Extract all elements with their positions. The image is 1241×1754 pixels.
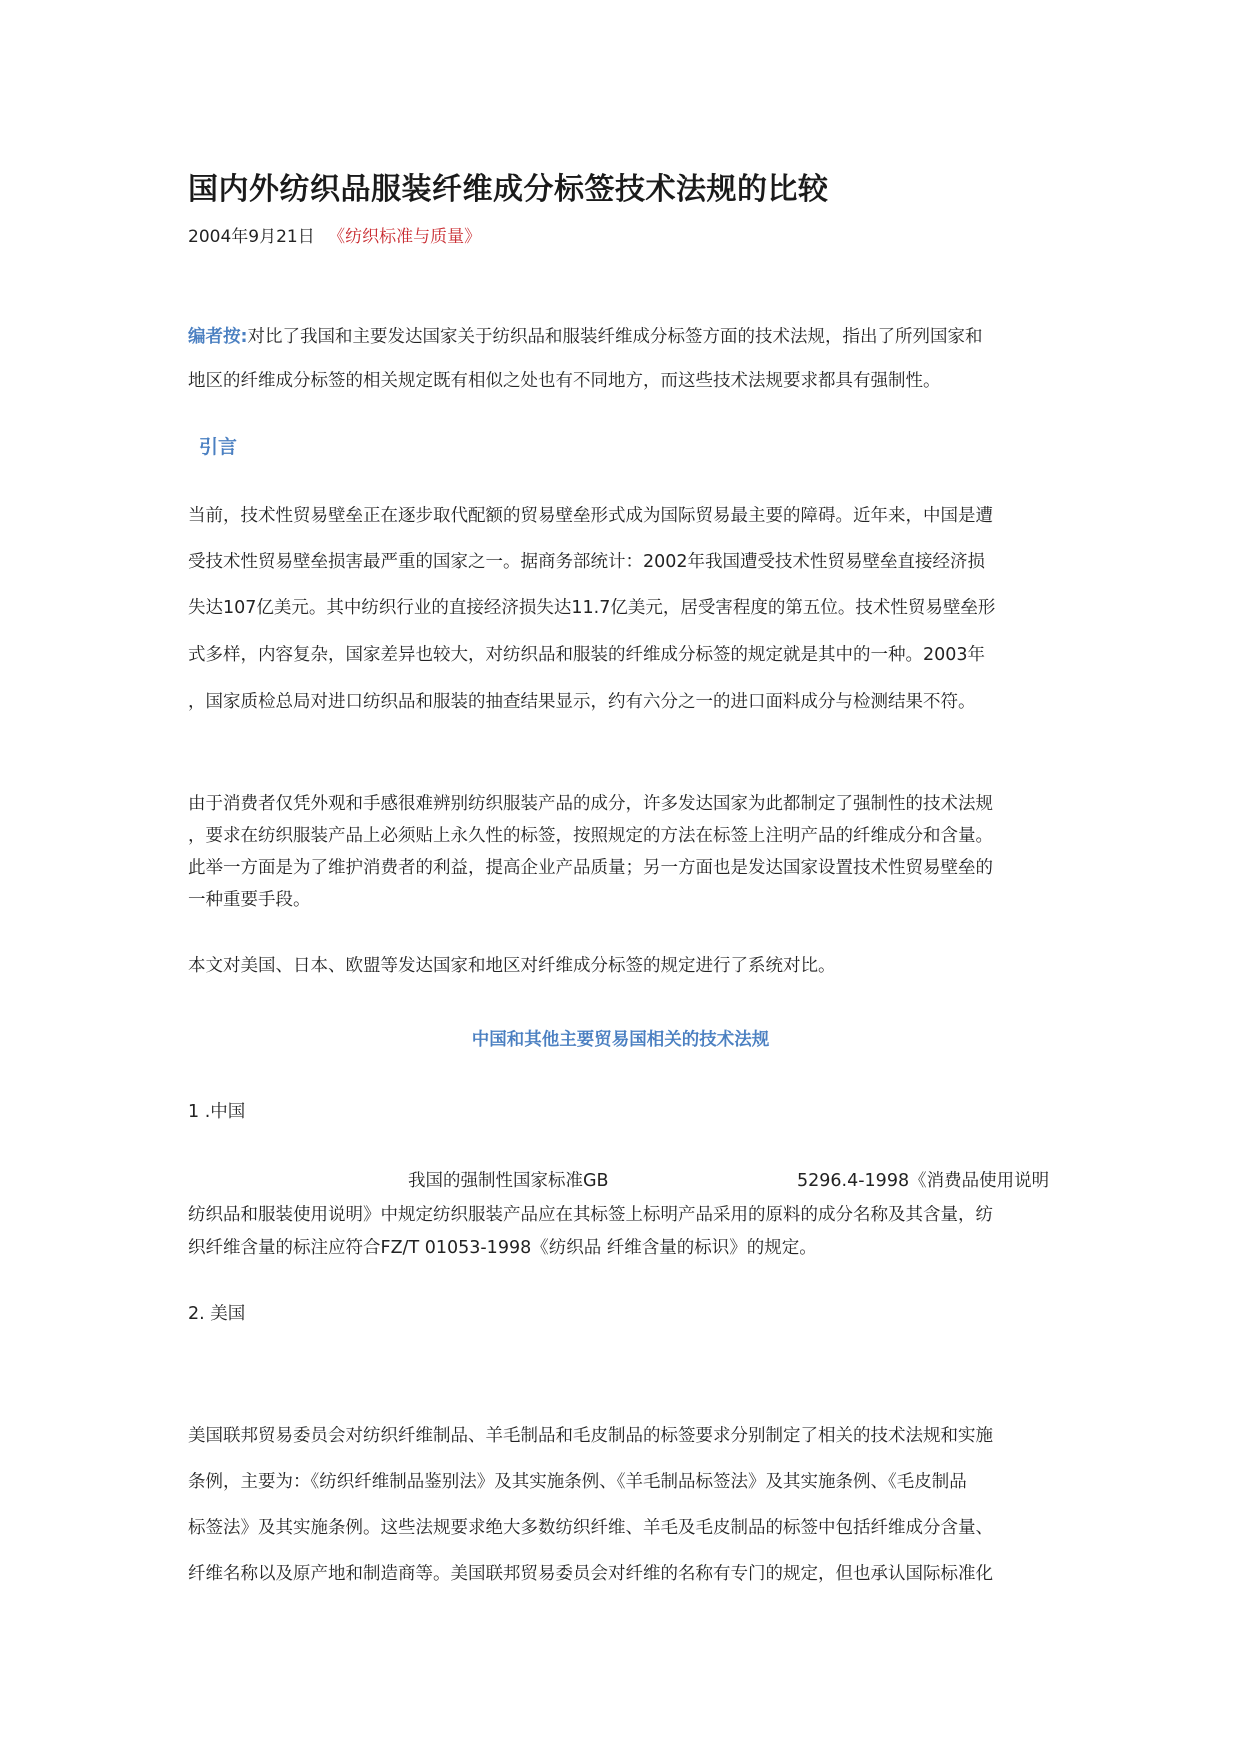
china-heading: 1 .中国 (188, 1102, 246, 1122)
para1-line: ，国家质检总局对进口纺织品和服装的抽查结果显示，约有六分之一的进口面料成分与检测结果不符。 (188, 692, 976, 712)
editor-note-label: 编者按: (188, 327, 248, 347)
para2-line: 一种重要手段。 (188, 890, 311, 910)
para2-line: 由于消费者仅凭外观和手感很难辨别纺织服装产品的成分，许多发达国家为此都制定了强制性的技术法规 (188, 794, 993, 814)
editor-note-line-1 (188, 323, 983, 348)
usa-line: 美国联邦贸易委员会对纺织纤维制品、羊毛制品和毛皮制品的标签要求分别制定了相关的技术法规和实施 (188, 1426, 993, 1446)
para1-line: 受技术性贸易壁垒损害最严重的国家之一。据商务部统计：2002年我国遭受技术性贸易壁垒直接经济损 (188, 552, 986, 572)
article-date: 2004年9月21日 (188, 227, 315, 247)
para2-line: 此举一方面是为了维护消费者的利益，提高企业产品质量；另一方面也是发达国家设置技术性贸易壁垒的 (188, 858, 993, 878)
editor-note-line-2: 地区的纤维成分标签的相关规定既有相似之处也有不同地方，而这些技术法规要求都具有强制性。 (188, 371, 941, 391)
editor-note-text: 对比了我国和主要发达国家关于纺织品和服装纤维成分标签方面的技术法规，指出了所列国家和 (247, 327, 983, 347)
article-meta (188, 222, 481, 247)
para3: 本文对美国、日本、欧盟等发达国家和地区对纤维成分标签的规定进行了系统对比。 (188, 956, 836, 976)
article-title: 国内外纺织品服装纤维成分标签技术法规的比较 (188, 172, 829, 207)
china-line-right: 5296.4-1998《消费品使用说明 (797, 1171, 1050, 1191)
china-line-left: 我国的强制性国家标准GB (408, 1171, 609, 1191)
usa-line: 条例，主要为：《纺织纤维制品鉴别法》及其实施条例、《羊毛制品标签法》及其实施条例、《毛皮制品 (188, 1472, 967, 1492)
para1-line: 失达107亿美元。其中纺织行业的直接经济损失达11.7亿美元，居受害程度的第五位。技术性贸易壁垒形 (188, 598, 996, 618)
para1-line: 式多样，内容复杂，国家差异也较大，对纺织品和服装的纤维成分标签的规定就是其中的一种。2003年 (188, 645, 986, 665)
china-line: 纺织品和服装使用说明》中规定纺织服装产品应在其标签上标明产品采用的原料的成分名称及其含量，纺 (188, 1205, 993, 1225)
china-line: 织纤维含量的标注应符合FZ/T 01053-1998《纺织品 纤维含量的标识》的规定。 (188, 1238, 817, 1258)
usa-line: 纤维名称以及原产地和制造商等。美国联邦贸易委员会对纤维的名称有专门的规定，但也承认国际标准化 (188, 1564, 993, 1584)
usa-line: 标签法》及其实施条例。这些法规要求绝大多数纺织纤维、羊毛及毛皮制品的标签中包括纤维成分含量、 (188, 1518, 993, 1538)
usa-heading: 2. 美国 (188, 1304, 246, 1324)
intro-heading: 引言 (199, 436, 238, 458)
para1-line: 当前，技术性贸易壁垒正在逐步取代配额的贸易壁垒形式成为国际贸易最主要的障碍。近年来，中国是遭 (188, 506, 993, 526)
article-source-link[interactable]: 《纺织标准与质量》 (328, 227, 482, 247)
para2-line: ，要求在纺织服装产品上必须贴上永久性的标签，按照规定的方法在标签上注明产品的纤维成分和含量。 (188, 826, 993, 846)
section-heading: 中国和其他主要贸易国相关的技术法规 (471, 1030, 770, 1050)
